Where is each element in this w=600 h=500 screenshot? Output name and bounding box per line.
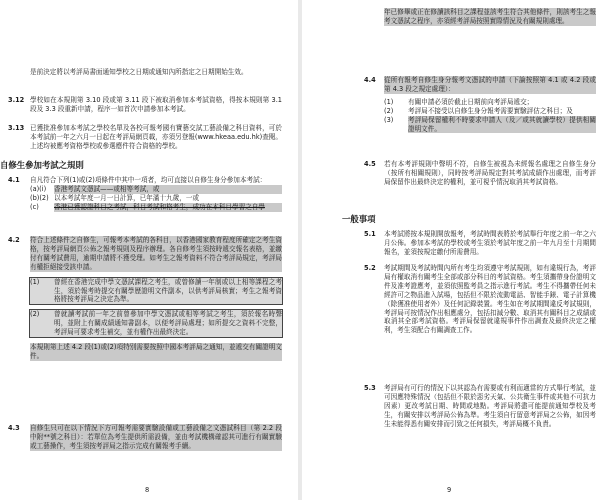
- list-item: (b)(2) 以本考試年度一月一日計算，已年滿十九歲，一或: [30, 193, 200, 202]
- section-5-3-number: 5.3: [364, 384, 376, 392]
- section-3-13-text: 已獲批准參加本考試之學校名單及各校可報考國有寶藝交試工藝設備之科目資料，可於本考試前一年之六月一日起在考評局網頁載，亦須另登報(www.hkeaa.edu.hk)查閱。上述均被應考資格學校或參選應件符合資格的學校。: [30, 124, 282, 150]
- section-4-2: 符合上述條件之自修生，可報考本考試的各科目，以香港國家教育程度所確定之考生資格，按考評局網頁公佈之報考規則及程序辦理。各自修考生須按時遞交報名表格，並繳付有關考試費用，逾期申請將不獲受理。如考生之報考資料不符合考評局規定，考評局有權拒絕接受該申請。 (1) 曾經在香港完成中學文憑試課程之考生，或曾修讀一年制或以上相等課程之考生，須於報考時提交有關學歷證明文件副本，以供考評局核實；考生之報考資格將按考評局之決定為準。 (2) 曾就讀考試前一年之前曾參加中學文憑試或相等考試之考生，須於報名時聲明，並附上有關成績通知書副本，以便考評局處理；如所提交之資料不完整，考評局可要求考生補交，並有權作出最終決定。 本規則第上述 4.2 段(1)或(2)項特別需要按照中國本考評局之通知，並遞交有關證明文件。: [30, 236, 282, 360]
- section-5-3: 考評局有可行的情況下以其認為有需要或有利而適當的方式舉行考試，並可因應特殊情況（包括但不限於惡劣天氣、公共衛生事件或其他不可抗力因素）更改考試日期、時間或地點。考評局將盡可能提前通知學校及考生，有關安排以考評局公佈為準。考生須自行留意考評局之公佈，如因考生未能得悉有關安排而引致之任何損失，考評局概不負責。: [384, 384, 596, 428]
- list-item: (3) 考評局保留權利不時要求申請人（及／或其就讀學校）提供相關證明文件。: [384, 115, 596, 133]
- section-4-3: 自修生只可在以下情況下方可報考需要實驗設備或工藝設備之文憑試科目（第 2.2 段中附**號之科目）：若單位為考生提供所需設備，並由考試機構確認其可進行有關實驗或工藝操作，考生須按考評局之指示完成有關報考手續。: [30, 424, 282, 450]
- section-4-4-number: 4.4: [364, 76, 376, 84]
- section-4-5: 若有本考評規則中聲明不符，自修生被視為未經報名處理之自修生身分（按所有相關規則），同時按考評局規定對其考試成績作出處理，而考評局保留作出最終決定的權利，並可視乎情況取消其考試資格。: [384, 160, 596, 186]
- section-4-heading: 自修生參加考試之規則: [0, 160, 84, 170]
- page-number: 9: [447, 486, 452, 494]
- section-4-2-number: 4.2: [8, 236, 20, 244]
- right-page: [302, 0, 600, 500]
- section-3-13-number: 3.13: [8, 124, 25, 132]
- section-4-4: 從所有報考自修生身分報考文憑試的申請（下論按照第 4.1 或 4.2 段或第 4.3 段之規定處理）： (1) 有關申請必須於截止日期前向考評局遞交； (2) 考評局不接受以自修生身分報考需要實驗評估之科目；及 (3) 考評局保留權利不時要求申請人（及／或其就讀學校）提供相關證明文件。: [384, 76, 596, 133]
- list-item: (2) 曾就讀考試前一年之前曾參加中學文憑試或相等考試之考生，須於報名時聲明，並附上有關成績通知書副本，以便考評局處理；如所提交之資料不完整，考評局可要求考生補交，並有權作出最終決定。: [30, 310, 282, 337]
- section-5-1: 本考試將按本規則開放報考，考試時間表將於考試舉行年度之前一年之六月公佈。參加本考試的學校或考生須於考試年度之前一年九月至十月期間報名，並須按規定繳付所需費用。: [384, 230, 596, 256]
- section-3-12-number: 3.12: [8, 96, 25, 104]
- section-5-1-number: 5.1: [364, 230, 376, 238]
- page-number: 8: [145, 486, 150, 494]
- list-item: (c) 香港已獲認證科目之考試，科目考試和格考生，成功在本科目學習之自學: [30, 203, 282, 212]
- intro-paragraph: 是前決定將以考評局書面通知學校之日期或通知內所指定之日期開始生效。: [30, 68, 248, 76]
- continuation-paragraph: 年已修畢或正在修讀該科目之課程並該考生符合其他條件，則該考生之報考文憑試之程序，亦須經考評局按照實際情況及有關規則處理。: [384, 8, 596, 25]
- section-5-2: 考試期間及考試時間內所有考生均須遵守考試規則，如有違規行為，考評局有權取消有關考生全部或部分科目的考試資格。考生須攜帶身份證明文件及准考證應考，並須依照監考員之指示進行考試。考生不得攜帶任何未經許可之物品進入試場，包括但不限於流動電話、智能手錶、電子計算機（除獲准使用者外）及任何記錄裝置。考生如在考試期間違反考試規則，考評局可按情況作出相應處分，包括扣減分數、取消其有關科目之成績或取消其全部考試資格。考評局保留就違規事件作出調查及最終決定之權利，考生須配合有關調查工作。: [384, 264, 596, 335]
- section-5-2-number: 5.2: [364, 264, 376, 272]
- section-5-heading: 一般事項: [342, 214, 376, 224]
- list-item: (2) 考評局不接受以自修生身分報考需要實驗評估之科目；及: [384, 106, 573, 115]
- left-page: [0, 0, 298, 500]
- section-4-1: 自凡符合下列(1)或(2)項條件中其中一項者，均可直接以自修生身分參加本考試： (a)(i) 香港考試文憑試——或相等考試，或 (b)(2) 以本考試年度一月一日計算，已年滿十九歲，一或 (c) 香港已獲認證科目之考試，科目考試和格考生，成功在本科目學習之自學: [30, 176, 282, 212]
- list-item: (1) 曾經在香港完成中學文憑試課程之考生，或曾修讀一年制或以上相等課程之考生，須於報考時提交有關學歷證明文件副本，以供考評局核實；考生之報考資格將按考評局之決定為準。: [30, 277, 282, 304]
- section-4-5-number: 4.5: [364, 160, 376, 168]
- list-item: (1) 有關申請必須於截止日期前向考評局遞交；: [384, 97, 534, 106]
- section-3-12-text: 學校如在本規則第 3.10 段或第 3.11 段下被取消參加本考試資格，得按本規則第 3.1 段及 3.3 段重新申請，程序一如首次申請參加本考試。: [30, 96, 282, 113]
- section-4-1-number: 4.1: [8, 176, 20, 184]
- list-item: (a)(i) 香港考試文憑試——或相等考試，或: [30, 185, 282, 194]
- section-4-3-number: 4.3: [8, 424, 20, 432]
